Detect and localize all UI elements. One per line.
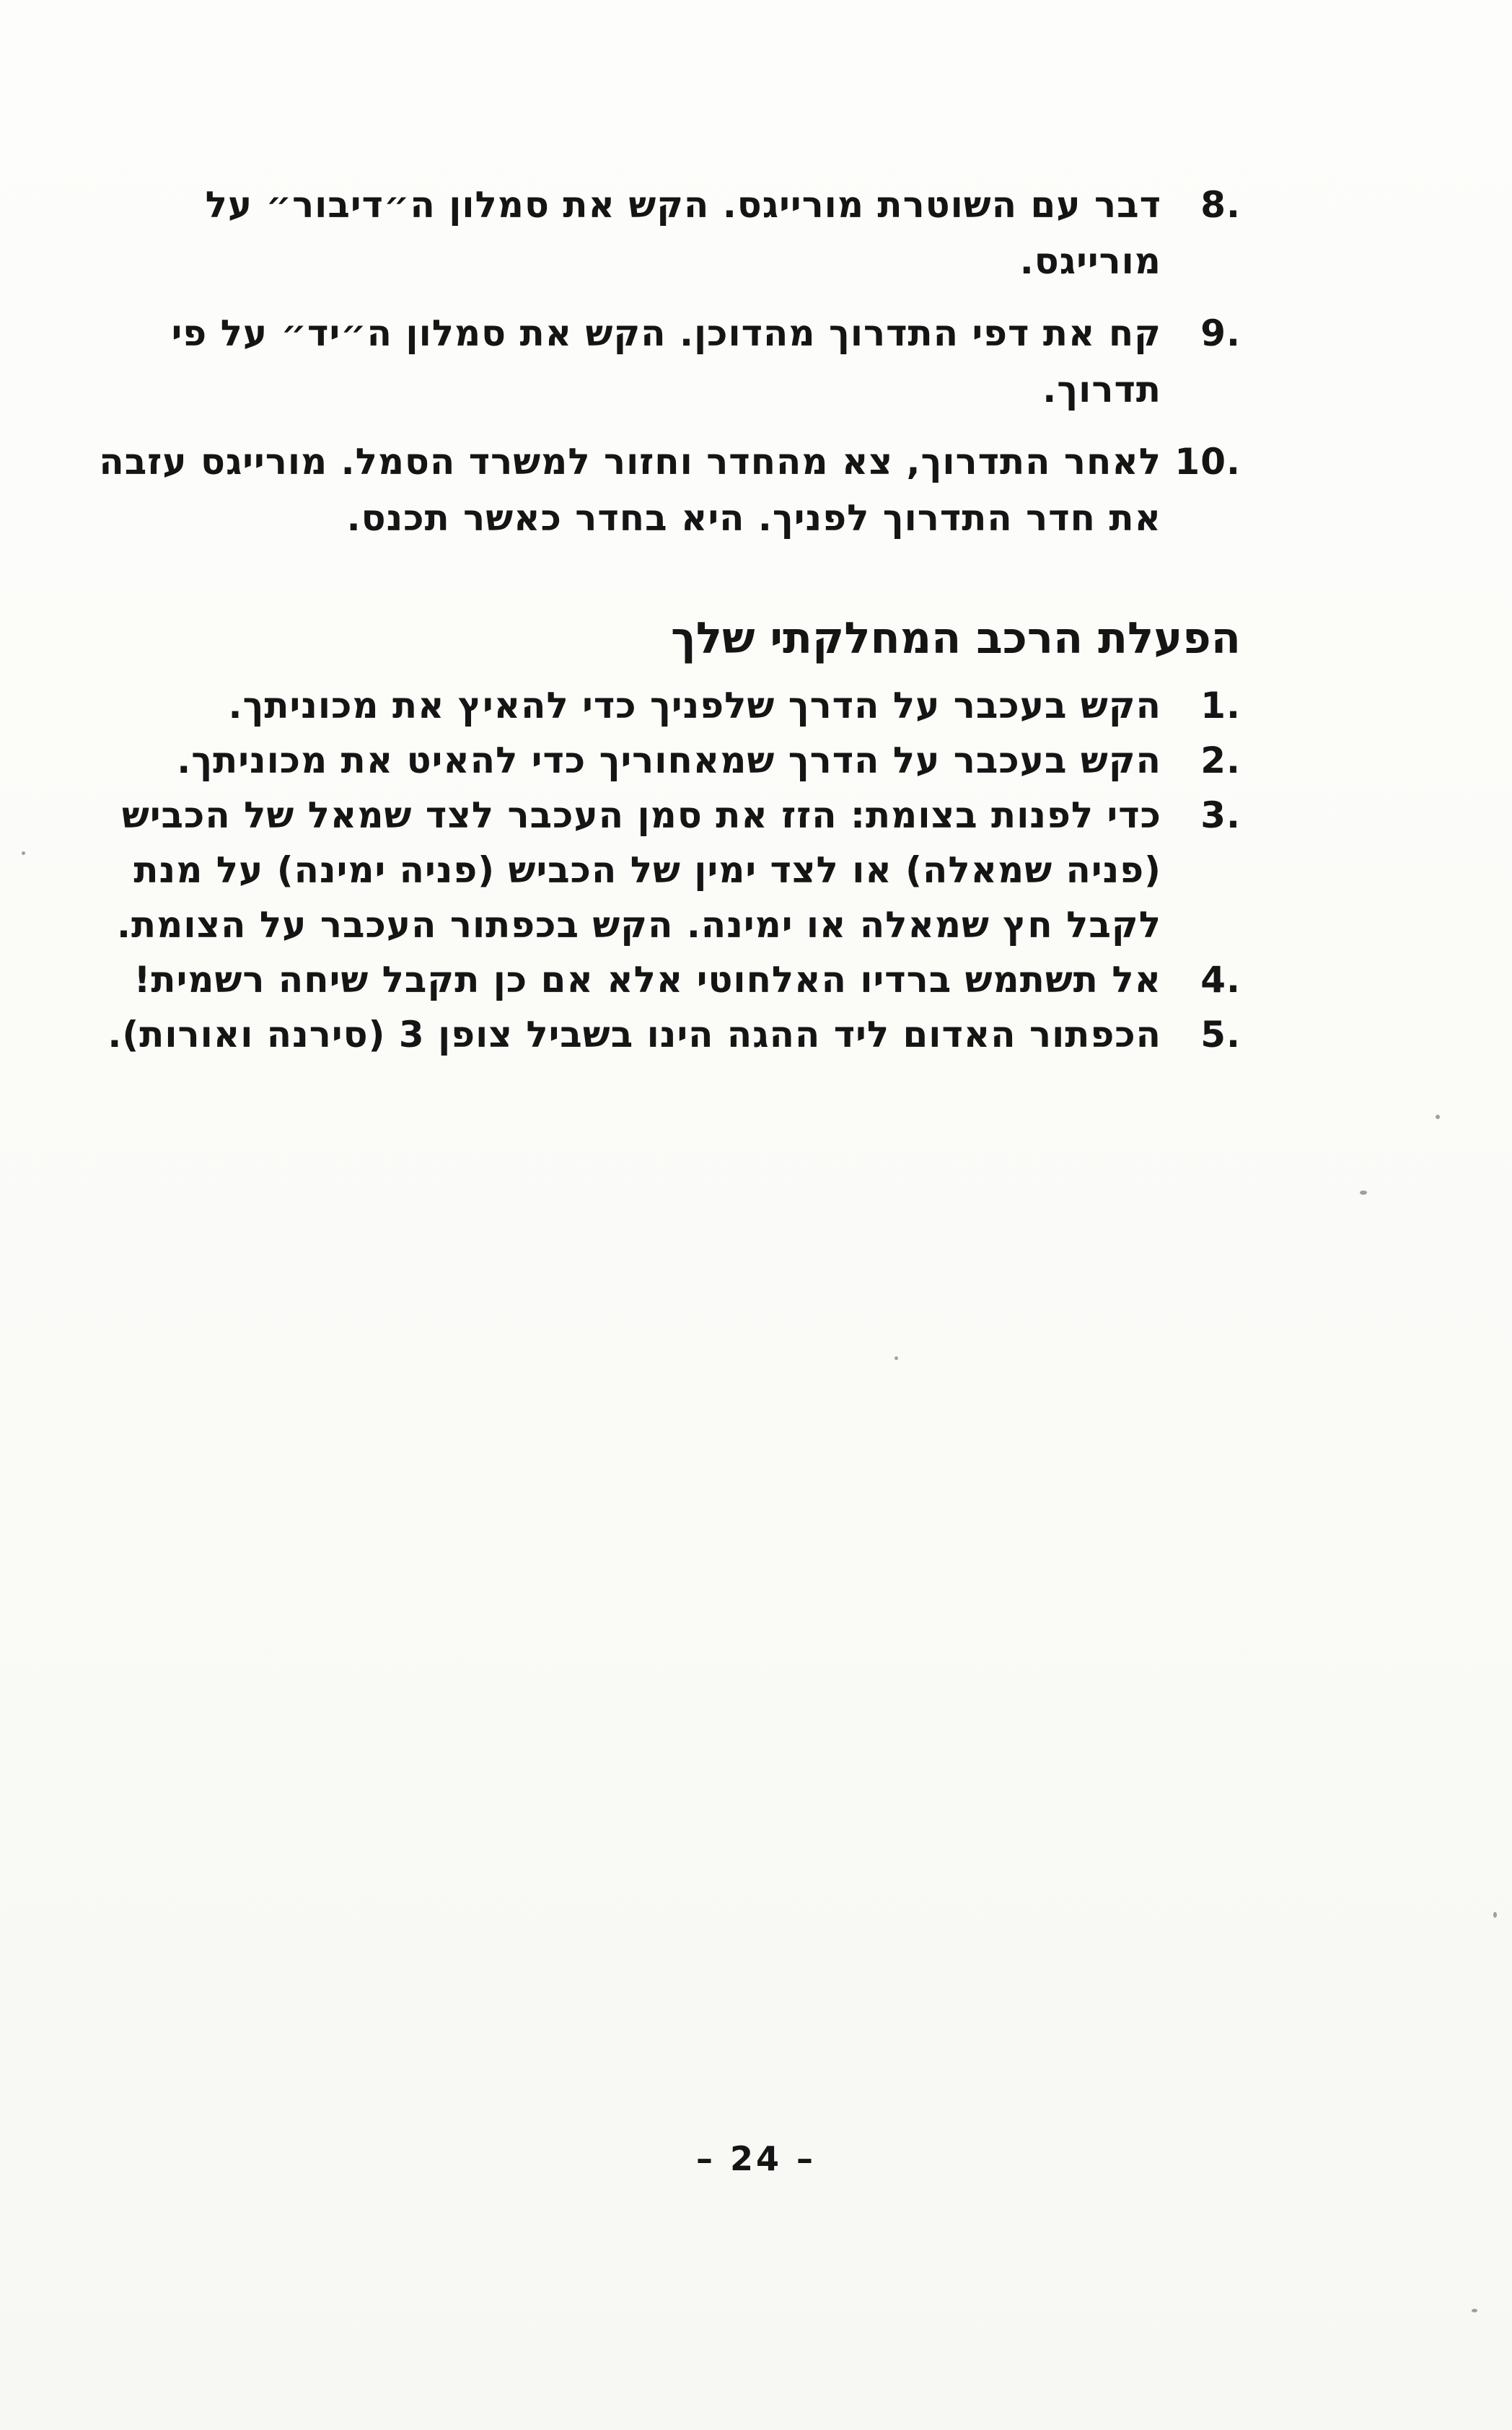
steps-list-part1: [79, 177, 1241, 562]
list-item: [79, 434, 1241, 546]
step-number: 4.: [1200, 959, 1241, 1001]
list-item: [79, 678, 1241, 733]
scan-speck: [1436, 1115, 1440, 1119]
step-number: 9.: [1200, 312, 1241, 354]
scan-speck: [1472, 2309, 1477, 2312]
step-number: 5.: [1200, 1014, 1241, 1056]
step-text: אל תשתמש ברדיו האלחוטי אלא אם כן תקבל שיחה רשמית!: [133, 959, 1161, 1001]
steps-list-vehicle: [79, 678, 1241, 1062]
step-text: דבר עם השוטרת מורייגס. הקש את סמלון ה״דיבור״ על מורייגס.: [205, 184, 1161, 282]
step-text: הקש בעכבר על הדרך שמאחוריך כדי להאיט את מכוניתך.: [177, 740, 1161, 781]
section-heading: הפעלת הרכב המחלקתי שלך: [671, 613, 1241, 664]
scan-speck: [1360, 1190, 1367, 1195]
list-item: [79, 733, 1241, 788]
list-item: [79, 1007, 1241, 1062]
step-text: לאחר התדרוך, צא מהחדר וחזור למשרד הסמל. מורייגס עזבה את חדר התדרוך לפניך. היא בחדר כאשר תכנס.: [99, 441, 1161, 539]
scan-speck: [895, 1356, 898, 1360]
list-item: [79, 952, 1241, 1007]
page-number: – 24 –: [695, 2139, 817, 2178]
step-number: 3.: [1200, 794, 1241, 836]
list-item: [79, 305, 1241, 418]
list-item: [79, 788, 1241, 952]
scan-speck: [22, 851, 25, 855]
step-number: 8.: [1200, 184, 1241, 226]
step-number: 10.: [1174, 441, 1241, 483]
step-text: הקש בעכבר על הדרך שלפניך כדי להאיץ את מכוניתך.: [228, 685, 1161, 727]
list-item: [79, 177, 1241, 289]
step-text: קח את דפי התדרוך מהדוכן. הקש את סמלון ה״יד״ על פי תדרוך.: [171, 312, 1161, 411]
step-number: 2.: [1200, 740, 1241, 781]
step-text: הכפתור האדום ליד ההגה הינו בשביל צופן 3 (סירנה ואורות).: [107, 1014, 1161, 1056]
step-number: 1.: [1200, 685, 1241, 727]
scan-speck: [1493, 1912, 1497, 1918]
step-text: כדי לפנות בצומת: הזז את סמן העכבר לצד שמאל של הכביש (פניה שמאלה) או לצד ימין של הכביש (פניה ימינה) על מנת לקבל חץ שמאלה או ימינה. הקש בכפתור העכבר על הצומת.: [117, 794, 1161, 946]
